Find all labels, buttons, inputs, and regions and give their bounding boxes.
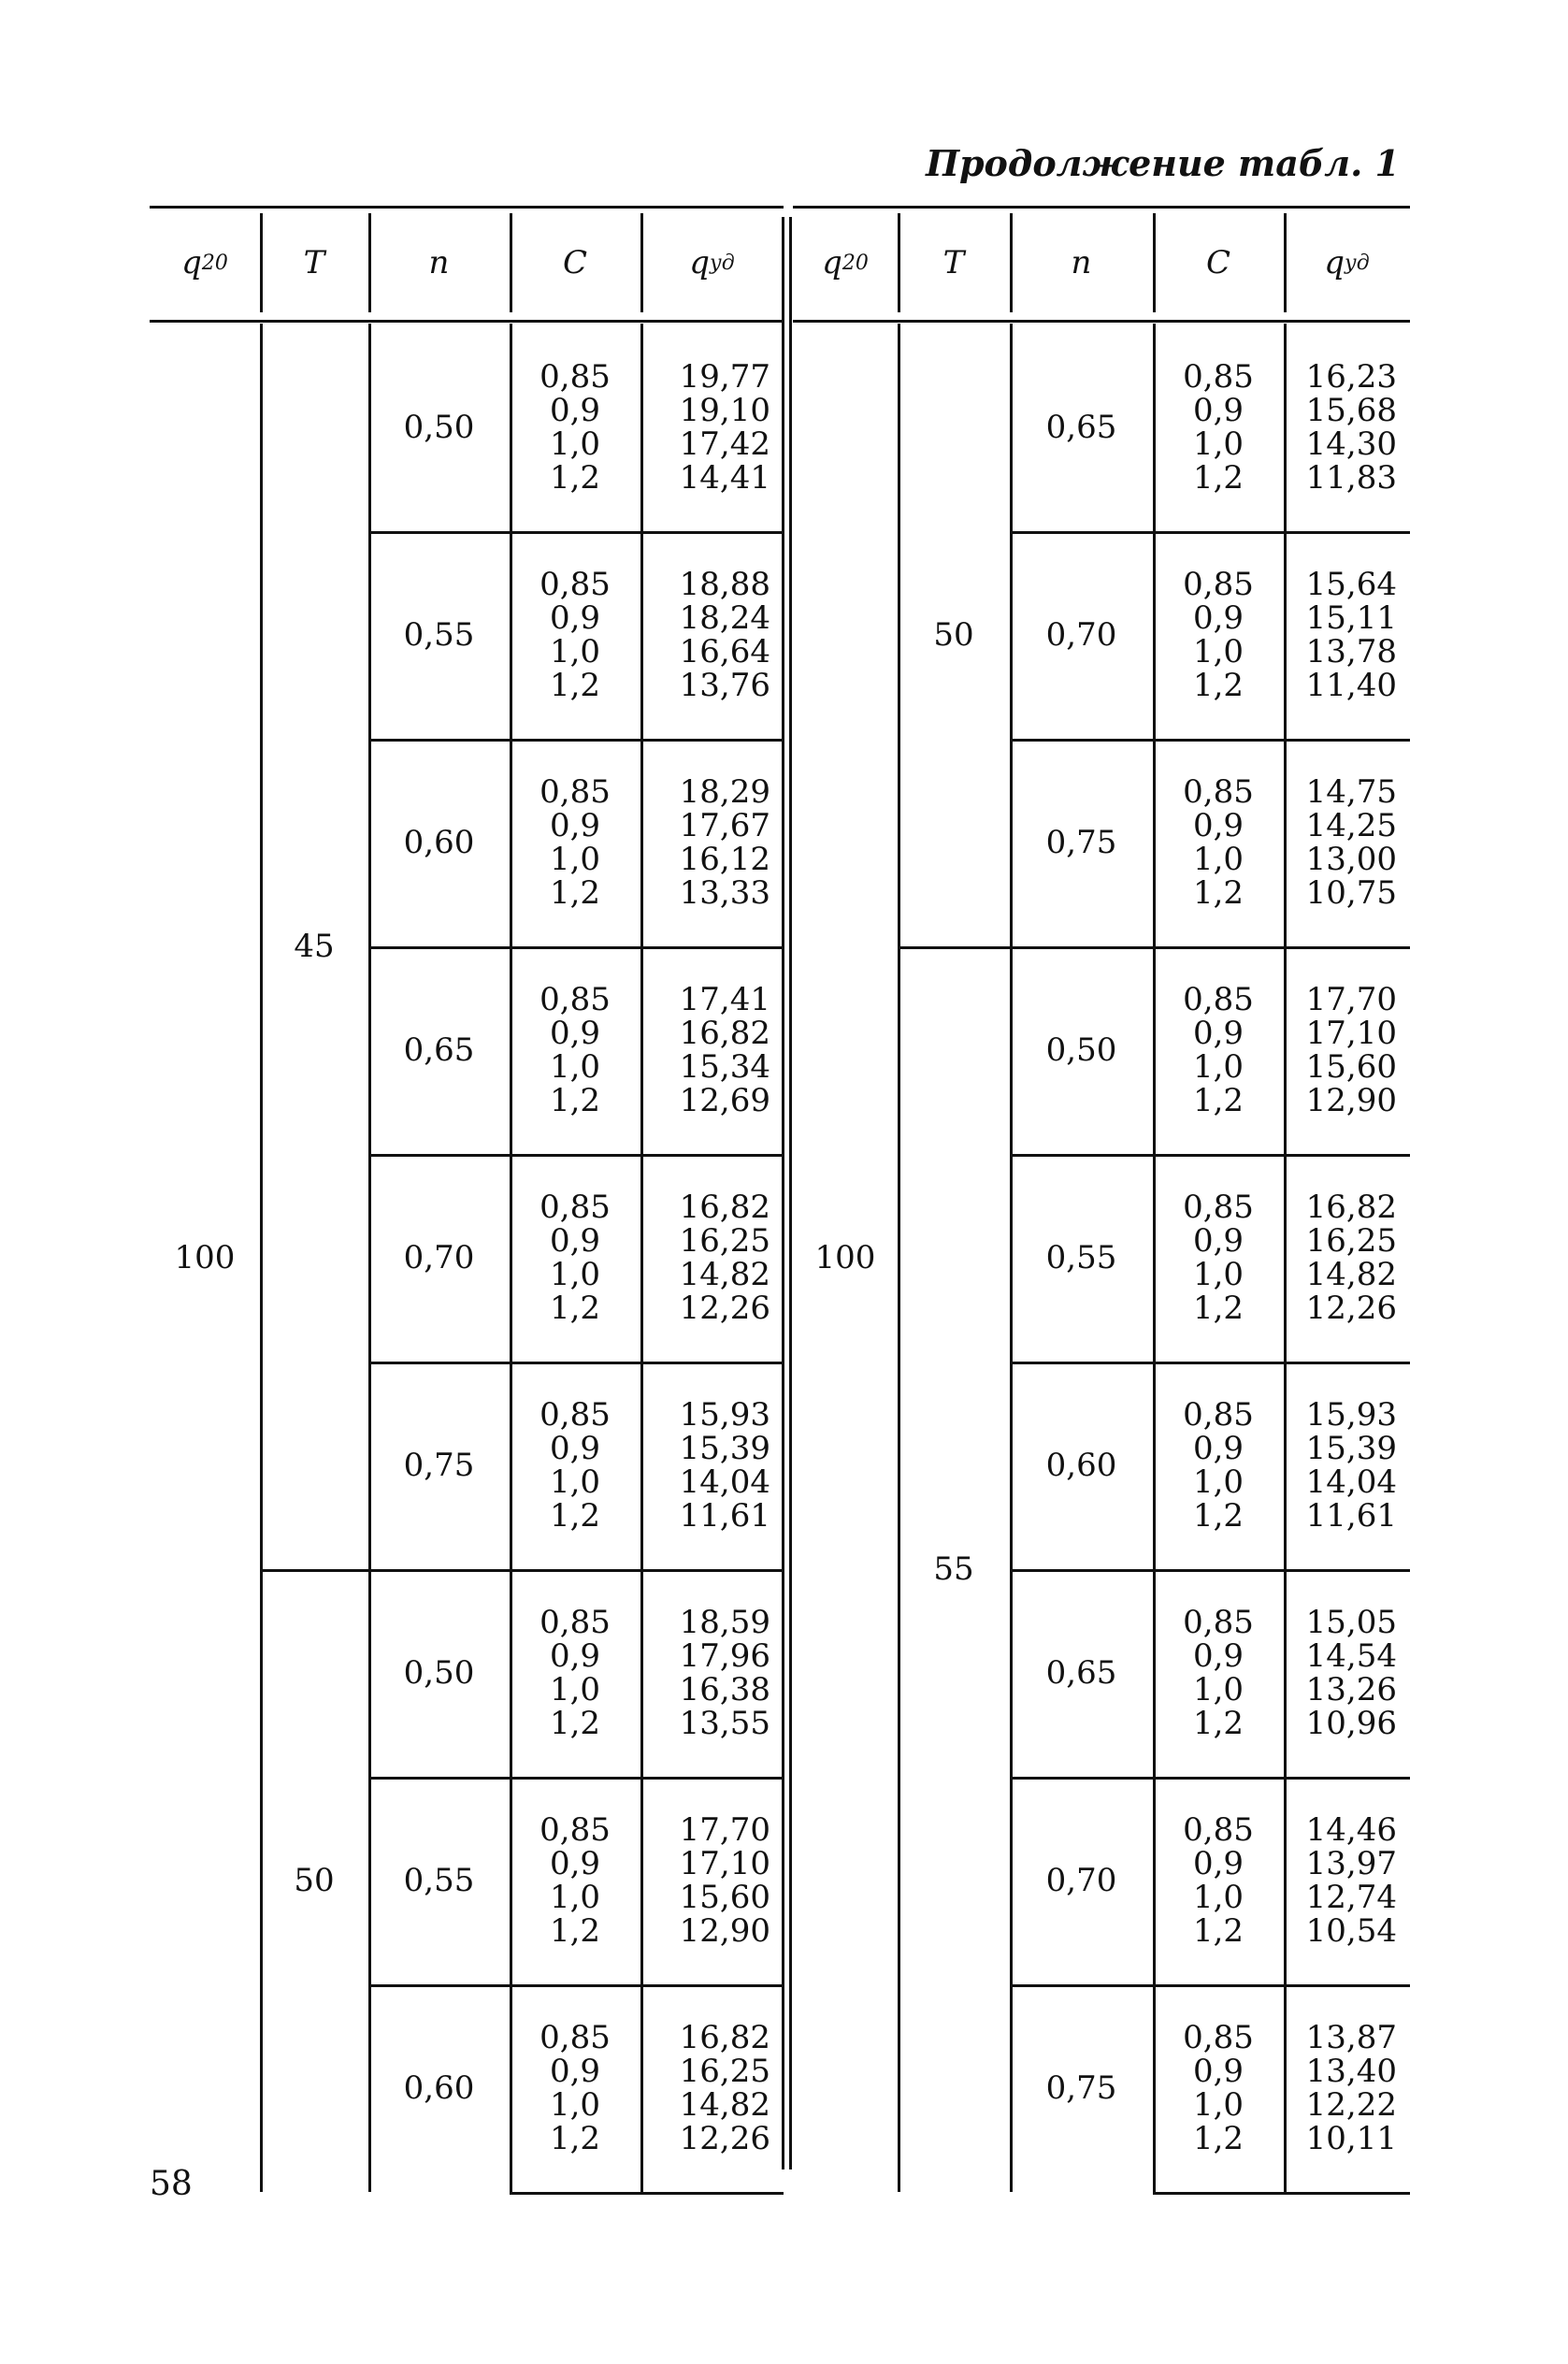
header-t: T xyxy=(303,244,325,281)
qud-value: 13,33 xyxy=(679,874,770,912)
qud-values xyxy=(1284,739,1397,946)
table-bottom-rule xyxy=(510,2192,784,2195)
n-value: 0,75 xyxy=(1045,824,1117,861)
c-value: 0,9 xyxy=(1192,2053,1244,2090)
qud-value: 13,87 xyxy=(1305,2019,1397,2056)
qud-value: 19,77 xyxy=(679,358,770,396)
header-t: T xyxy=(942,244,965,281)
qud-value: 10,54 xyxy=(1305,1912,1397,1950)
c-value: 0,85 xyxy=(539,1811,611,1849)
qud-value: 15,39 xyxy=(1305,1430,1397,1467)
qud-value: 15,05 xyxy=(1305,1604,1397,1641)
n-value: 0,55 xyxy=(403,1862,475,1899)
c-value: 1,2 xyxy=(549,1705,601,1742)
n-value: 0,50 xyxy=(403,409,475,446)
qud-value: 15,60 xyxy=(1305,1048,1397,1086)
qud-value: 12,26 xyxy=(679,2120,770,2157)
c-values xyxy=(510,1984,640,2192)
header-q20: q 20 xyxy=(822,244,869,281)
c-value: 1,0 xyxy=(1192,1463,1244,1501)
c-value: 1,2 xyxy=(1192,2120,1244,2157)
qud-value: 17,67 xyxy=(679,807,770,844)
c-value: 1,2 xyxy=(549,874,601,912)
c-value: 0,85 xyxy=(539,566,611,603)
qud-value: 16,12 xyxy=(679,841,770,878)
c-values xyxy=(1153,1984,1284,2192)
q20-value: 100 xyxy=(174,1239,236,1276)
c-value: 1,2 xyxy=(1192,1912,1244,1950)
c-value: 0,9 xyxy=(549,1845,601,1882)
c-value: 1,0 xyxy=(549,633,601,670)
n-value: 0,60 xyxy=(403,824,475,861)
c-value: 1,0 xyxy=(1192,1048,1244,1086)
c-values xyxy=(510,946,640,1154)
c-value: 1,2 xyxy=(1192,459,1244,497)
qud-value: 17,10 xyxy=(1305,1015,1397,1052)
c-value: 0,9 xyxy=(549,807,601,844)
header-bottom-rule xyxy=(150,320,784,323)
qud-value: 15,34 xyxy=(679,1048,770,1086)
qud-value: 17,41 xyxy=(679,981,770,1018)
qud-value: 14,41 xyxy=(679,459,770,497)
c-value: 1,2 xyxy=(1192,1497,1244,1535)
c-value: 0,85 xyxy=(539,2019,611,2056)
qud-value: 11,40 xyxy=(1305,667,1397,704)
c-value: 1,2 xyxy=(1192,667,1244,704)
qud-value: 16,25 xyxy=(1305,1222,1397,1260)
n-value: 0,50 xyxy=(1045,1031,1117,1069)
qud-value: 17,96 xyxy=(679,1637,770,1675)
header-q20-subscript: 20 xyxy=(842,251,869,275)
header-divider xyxy=(1010,213,1013,312)
c-values xyxy=(1153,1569,1284,1777)
qud-value: 16,25 xyxy=(679,2053,770,2090)
qud-values xyxy=(1284,1154,1397,1362)
c-value: 1,2 xyxy=(549,2120,601,2157)
c-value: 1,2 xyxy=(1192,1705,1244,1742)
qud-value: 16,82 xyxy=(679,1189,770,1226)
header-divider xyxy=(510,213,512,312)
c-values xyxy=(1153,946,1284,1154)
header-qud: q уд xyxy=(1324,244,1370,281)
c-values xyxy=(1153,739,1284,946)
c-value: 0,85 xyxy=(1183,1396,1254,1434)
qud-value: 14,30 xyxy=(1305,425,1397,463)
c-value: 1,2 xyxy=(549,1290,601,1327)
header-divider xyxy=(640,213,643,312)
c-values xyxy=(510,1777,640,1984)
qud-value: 15,11 xyxy=(1305,599,1397,637)
n-value: 0,70 xyxy=(403,1239,475,1276)
qud-value: 13,55 xyxy=(679,1705,770,1742)
qud-value: 15,60 xyxy=(679,1879,770,1916)
qud-value: 16,25 xyxy=(679,1222,770,1260)
header-divider xyxy=(1153,213,1156,312)
c-values xyxy=(1153,1154,1284,1362)
qud-value: 14,25 xyxy=(1305,807,1397,844)
c-values xyxy=(510,739,640,946)
c-value: 0,9 xyxy=(1192,1430,1244,1467)
c-value: 0,9 xyxy=(1192,1222,1244,1260)
page-number: 58 xyxy=(150,2165,193,2203)
c-values xyxy=(1153,324,1284,531)
c-values xyxy=(1153,1362,1284,1569)
c-value: 0,85 xyxy=(539,1396,611,1434)
half-divider-a xyxy=(782,217,784,2169)
c-value: 1,2 xyxy=(549,1497,601,1535)
qud-values xyxy=(1284,324,1397,531)
c-value: 0,85 xyxy=(1183,1189,1254,1226)
c-values xyxy=(510,1569,640,1777)
header-c: C xyxy=(1205,244,1230,281)
qud-value: 11,61 xyxy=(679,1497,770,1535)
qud-value: 13,76 xyxy=(679,667,770,704)
qud-value: 12,74 xyxy=(1305,1879,1397,1916)
qud-value: 17,70 xyxy=(679,1811,770,1849)
header-divider xyxy=(1284,213,1287,312)
c-value: 1,2 xyxy=(1192,1290,1244,1327)
header-bottom-rule xyxy=(793,320,1410,323)
qud-values xyxy=(640,1569,770,1777)
qud-value: 14,46 xyxy=(1305,1811,1397,1849)
qud-values xyxy=(640,1984,770,2192)
n-value: 0,70 xyxy=(1045,616,1117,654)
n-value: 0,55 xyxy=(403,616,475,654)
c-value: 1,0 xyxy=(549,425,601,463)
c-value: 1,0 xyxy=(549,841,601,878)
qud-value: 11,83 xyxy=(1305,459,1397,497)
c-value: 0,85 xyxy=(1183,1604,1254,1641)
header-n: n xyxy=(428,244,450,281)
c-value: 1,0 xyxy=(549,2086,601,2124)
c-values xyxy=(510,531,640,739)
qud-value: 12,69 xyxy=(679,1082,770,1119)
qud-values xyxy=(1284,1984,1397,2192)
c-value: 1,2 xyxy=(1192,1082,1244,1119)
half-divider-b xyxy=(789,217,792,2169)
qud-values xyxy=(1284,1362,1397,1569)
c-value: 1,0 xyxy=(549,1671,601,1708)
c-value: 0,85 xyxy=(1183,1811,1254,1849)
c-value: 0,9 xyxy=(1192,1015,1244,1052)
c-value: 0,85 xyxy=(1183,773,1254,811)
qud-value: 16,82 xyxy=(679,1015,770,1052)
n-value: 0,75 xyxy=(403,1447,475,1484)
qud-value: 12,90 xyxy=(679,1912,770,1950)
header-divider xyxy=(368,213,371,312)
qud-value: 13,00 xyxy=(1305,841,1397,878)
c-value: 0,85 xyxy=(539,358,611,396)
n-value: 0,65 xyxy=(1045,1654,1117,1692)
c-value: 1,0 xyxy=(1192,1256,1244,1293)
qud-value: 11,61 xyxy=(1305,1497,1397,1535)
n-value: 0,65 xyxy=(403,1031,475,1069)
c-value: 0,9 xyxy=(1192,1845,1244,1882)
c-value: 0,85 xyxy=(1183,981,1254,1018)
c-value: 1,0 xyxy=(1192,633,1244,670)
c-value: 0,9 xyxy=(1192,392,1244,429)
header-qud: q уд xyxy=(689,244,735,281)
header-divider xyxy=(898,213,900,312)
c-value: 1,2 xyxy=(549,459,601,497)
c-value: 1,0 xyxy=(1192,1879,1244,1916)
c-values xyxy=(510,324,640,531)
qud-values xyxy=(1284,531,1397,739)
qud-value: 13,26 xyxy=(1305,1671,1397,1708)
qud-value: 10,75 xyxy=(1305,874,1397,912)
qud-value: 16,82 xyxy=(679,2019,770,2056)
qud-value: 15,93 xyxy=(679,1396,770,1434)
qud-value: 14,82 xyxy=(679,2086,770,2124)
qud-value: 15,64 xyxy=(1305,566,1397,603)
qud-value: 12,26 xyxy=(1305,1290,1397,1327)
qud-value: 16,64 xyxy=(679,633,770,670)
qud-values xyxy=(1284,1569,1397,1777)
qud-values xyxy=(640,1777,770,1984)
c-value: 1,0 xyxy=(1192,425,1244,463)
header-divider xyxy=(260,213,263,312)
header-q20-subscript: 20 xyxy=(201,251,228,275)
qud-value: 14,04 xyxy=(679,1463,770,1501)
qud-values xyxy=(640,324,770,531)
n-value: 0,75 xyxy=(1045,2069,1117,2107)
table-caption: Продолжение табл. 1 xyxy=(926,142,1400,184)
n-value: 0,65 xyxy=(1045,409,1117,446)
c-value: 0,85 xyxy=(1183,358,1254,396)
t-value: 50 xyxy=(933,616,974,654)
qud-value: 13,78 xyxy=(1305,633,1397,670)
qud-value: 18,88 xyxy=(679,566,770,603)
q20-value: 100 xyxy=(814,1239,876,1276)
qud-value: 12,26 xyxy=(679,1290,770,1327)
qud-values xyxy=(1284,946,1397,1154)
qud-value: 15,93 xyxy=(1305,1396,1397,1434)
c-value: 0,9 xyxy=(549,1637,601,1675)
n-value: 0,55 xyxy=(1045,1239,1117,1276)
qud-value: 17,10 xyxy=(679,1845,770,1882)
qud-value: 12,90 xyxy=(1305,1082,1397,1119)
c-value: 1,2 xyxy=(1192,874,1244,912)
c-value: 0,9 xyxy=(1192,599,1244,637)
qud-values xyxy=(640,1362,770,1569)
qud-values xyxy=(640,946,770,1154)
c-value: 1,2 xyxy=(549,667,601,704)
n-value: 0,60 xyxy=(403,2069,475,2107)
qud-value: 14,82 xyxy=(1305,1256,1397,1293)
n-value: 0,70 xyxy=(1045,1862,1117,1899)
c-value: 0,9 xyxy=(1192,1637,1244,1675)
header-c: C xyxy=(562,244,587,281)
c-value: 0,9 xyxy=(549,1015,601,1052)
c-value: 0,85 xyxy=(1183,2019,1254,2056)
c-value: 1,2 xyxy=(549,1912,601,1950)
qud-value: 16,23 xyxy=(1305,358,1397,396)
qud-value: 18,29 xyxy=(679,773,770,811)
qud-value: 17,42 xyxy=(679,425,770,463)
n-value: 0,60 xyxy=(1045,1447,1117,1484)
qud-value: 13,97 xyxy=(1305,1845,1397,1882)
c-values xyxy=(1153,1777,1284,1984)
c-values xyxy=(1153,531,1284,739)
qud-value: 16,38 xyxy=(679,1671,770,1708)
header-n: n xyxy=(1071,244,1092,281)
t-value: 50 xyxy=(294,1862,335,1899)
qud-values xyxy=(640,531,770,739)
header-qud-subscript: уд xyxy=(1345,251,1370,275)
c-value: 0,9 xyxy=(549,2053,601,2090)
c-value: 1,0 xyxy=(1192,2086,1244,2124)
qud-value: 15,39 xyxy=(679,1430,770,1467)
c-value: 0,9 xyxy=(1192,807,1244,844)
qud-values xyxy=(1284,1777,1397,1984)
qud-value: 13,40 xyxy=(1305,2053,1397,2090)
qud-value: 18,24 xyxy=(679,599,770,637)
c-value: 1,0 xyxy=(1192,841,1244,878)
c-value: 0,9 xyxy=(549,1222,601,1260)
qud-value: 16,82 xyxy=(1305,1189,1397,1226)
c-value: 0,85 xyxy=(539,981,611,1018)
qud-value: 17,70 xyxy=(1305,981,1397,1018)
qud-value: 14,04 xyxy=(1305,1463,1397,1501)
c-value: 1,0 xyxy=(549,1463,601,1501)
c-value: 0,9 xyxy=(549,1430,601,1467)
qud-value: 19,10 xyxy=(679,392,770,429)
c-value: 1,0 xyxy=(549,1256,601,1293)
c-value: 0,85 xyxy=(539,1604,611,1641)
qud-value: 18,59 xyxy=(679,1604,770,1641)
c-value: 0,9 xyxy=(549,392,601,429)
qud-values xyxy=(640,1154,770,1362)
qud-value: 10,11 xyxy=(1305,2120,1397,2157)
qud-value: 14,82 xyxy=(679,1256,770,1293)
qud-value: 10,96 xyxy=(1305,1705,1397,1742)
c-value: 0,85 xyxy=(539,1189,611,1226)
table-bottom-rule xyxy=(1153,2192,1410,2195)
c-value: 1,0 xyxy=(549,1048,601,1086)
c-value: 1,0 xyxy=(1192,1671,1244,1708)
qud-value: 15,68 xyxy=(1305,392,1397,429)
c-value: 1,2 xyxy=(549,1082,601,1119)
qud-value: 14,54 xyxy=(1305,1637,1397,1675)
qud-values xyxy=(640,739,770,946)
n-value: 0,50 xyxy=(403,1654,475,1692)
t-value: 55 xyxy=(933,1550,974,1588)
c-value: 0,85 xyxy=(539,773,611,811)
c-value: 0,9 xyxy=(549,599,601,637)
c-values xyxy=(510,1362,640,1569)
c-values xyxy=(510,1154,640,1362)
t-value: 45 xyxy=(294,928,335,965)
c-value: 1,0 xyxy=(549,1879,601,1916)
c-value: 0,85 xyxy=(1183,566,1254,603)
header-qud-subscript: уд xyxy=(710,251,735,275)
qud-value: 12,22 xyxy=(1305,2086,1397,2124)
qud-value: 14,75 xyxy=(1305,773,1397,811)
header-q20: q 20 xyxy=(181,244,228,281)
